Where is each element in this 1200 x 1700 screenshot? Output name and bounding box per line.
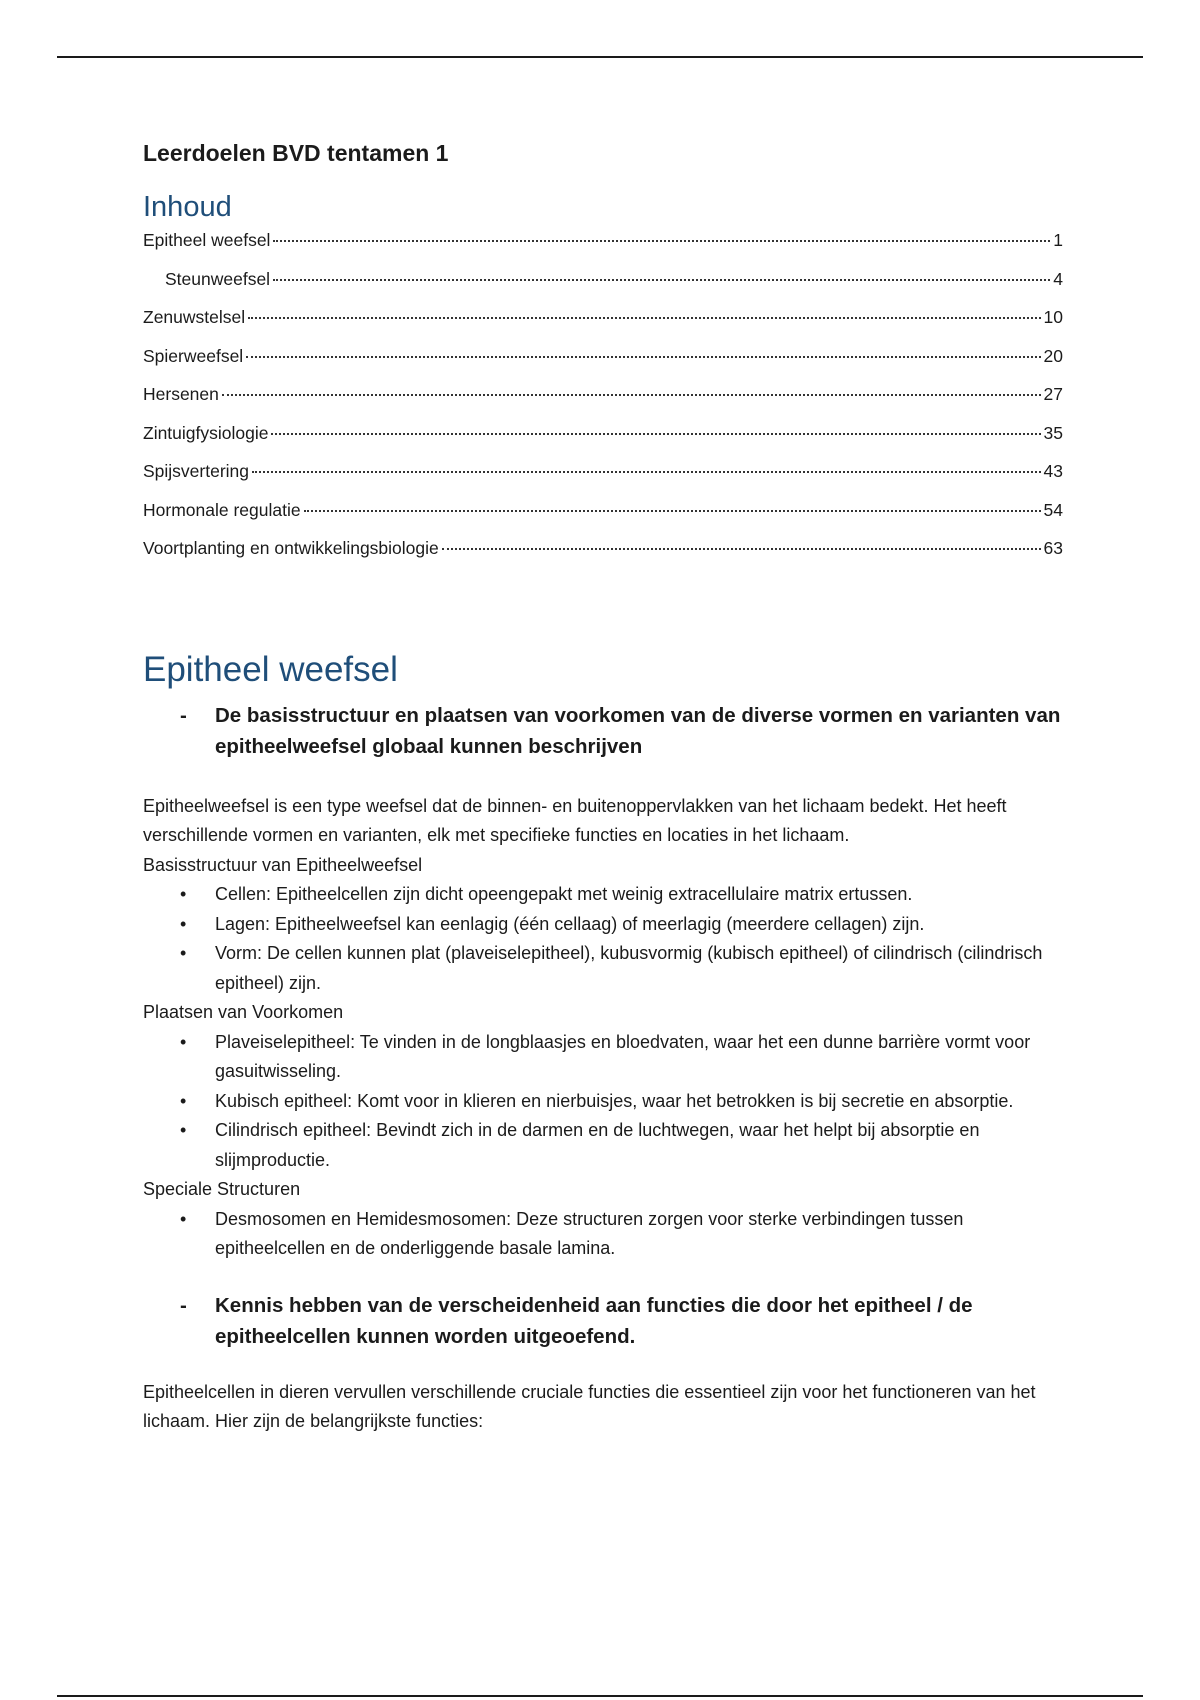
toc-entry-page: 10 (1043, 307, 1063, 327)
bullet-list (143, 1028, 1063, 1176)
toc-leader (246, 356, 1040, 358)
bullet-marker: • (180, 943, 187, 963)
toc-entry-label: Spierweefsel (143, 345, 244, 366)
toc-entry-page: 27 (1043, 384, 1063, 404)
toc-entry-label: Hormonale regulatie (143, 499, 301, 520)
toc-entry-label: Zintuigfysiologie (143, 422, 269, 443)
dash-marker: - (180, 1293, 187, 1317)
toc-entry-voortplanting[interactable] (143, 538, 1063, 577)
top-rule (57, 56, 1143, 58)
bullet-list (143, 880, 1063, 998)
toc-entry-label: Steunweefsel (165, 268, 271, 289)
subheading-basisstructuur: Basisstructuur van Epitheelweefsel (143, 854, 423, 875)
list-item-text: Cellen: Epitheelcellen zijn dicht opeengepakt met weinig extracellulaire matrix ertussen. (215, 884, 913, 904)
toc-entry-page: 43 (1043, 461, 1063, 481)
toc-leader (273, 240, 1050, 242)
toc-leader (252, 471, 1041, 473)
subheading-plaatsen: Plaatsen van Voorkomen (143, 1002, 344, 1022)
toc-entry-hormonale-regulatie[interactable] (143, 500, 1063, 539)
list-item (143, 910, 1063, 940)
intro-paragraph: Epitheelweefsel is een type weefsel dat de binnen- en buitenoppervlakken van het lichaam bedekt. Het heeft verschillende vormen en varianten, elk met specifieke functies en locaties in het lichaam. (143, 795, 1007, 845)
table-of-contents (143, 230, 1063, 577)
toc-entry-label: Epitheel weefsel (143, 230, 271, 250)
section-heading: Epitheel weefsel (143, 649, 398, 689)
toc-leader (304, 510, 1041, 512)
subheading-speciale-structuren: Speciale Structuren (143, 1179, 301, 1199)
bullet-marker: • (180, 1208, 187, 1229)
toc-entry-page: 35 (1043, 422, 1063, 443)
list-item (143, 1205, 1063, 1264)
list-item (143, 939, 1063, 998)
list-item (143, 1087, 1063, 1117)
toc-entry-spijsvertering[interactable] (143, 461, 1063, 500)
toc-leader (271, 433, 1040, 435)
learning-goal (143, 700, 1063, 762)
toc-leader (442, 548, 1041, 550)
list-item-text: Vorm: De cellen kunnen plat (plaveiselepitheel), kubusvormig (kubisch epitheel) of cilindrisch (cilindrisch epitheel) zijn. (215, 943, 1043, 993)
list-item-text: Desmosomen en Hemidesmosomen: Deze structuren zorgen voor sterke verbindingen tussen epitheelcellen en de onderliggende basale lamina. (215, 1208, 964, 1258)
toc-entry-label: Hersenen (143, 384, 219, 404)
bullet-marker: • (180, 1120, 187, 1140)
list-item-text: Plaveiselepitheel: Te vinden in de longblaasjes en bloedvaten, waar het een dunne barrière vormt voor gasuitwisseling. (215, 1031, 1031, 1081)
bullet-marker: • (180, 1090, 187, 1111)
document-page (143, 140, 1063, 1437)
toc-entry-page: 54 (1043, 499, 1063, 520)
bullet-list (143, 1205, 1063, 1264)
bullet-marker: • (180, 913, 187, 934)
toc-entry-label: Zenuwstelsel (143, 307, 246, 327)
learning-goal (143, 1290, 1063, 1352)
toc-leader (248, 317, 1040, 319)
toc-leader (222, 394, 1041, 396)
outro-paragraph: Epitheelcellen in dieren vervullen verschillende cruciale functies die essentieel zijn voor het functioneren van het lichaam. Hier zijn de belangrijkste functies: (143, 1381, 1036, 1431)
toc-entry-steunweefsel[interactable] (143, 269, 1063, 308)
toc-entry-epitheel-weefsel[interactable] (143, 230, 1063, 269)
toc-entry-label: Voortplanting en ontwikkelingsbiologie (143, 538, 439, 558)
toc-entry-hersenen[interactable] (143, 384, 1063, 423)
bottom-rule (57, 1695, 1143, 1697)
toc-entry-spierweefsel[interactable] (143, 346, 1063, 385)
dash-marker: - (180, 703, 187, 727)
toc-entry-label: Spijsvertering (143, 461, 250, 481)
bullet-marker: • (180, 884, 187, 904)
toc-entry-zenuwstelsel[interactable] (143, 307, 1063, 346)
learning-goal-text: De basisstructuur en plaatsen van voorkomen van de diverse vormen en varianten van epitheelweefsel globaal kunnen beschrijven (215, 703, 1061, 758)
list-item (143, 880, 1063, 910)
toc-entry-page: 63 (1043, 538, 1063, 558)
bullet-marker: • (180, 1031, 187, 1052)
list-item (143, 1028, 1063, 1087)
list-item-text: Cilindrisch epitheel: Bevindt zich in de darmen en de luchtwegen, waar het helpt bij absorptie en slijmproductie. (215, 1120, 980, 1170)
document-title: Leerdoelen BVD tentamen 1 (143, 140, 449, 166)
learning-goal-text: Kennis hebben van de verscheidenheid aan functies die door het epitheel / de epitheelcellen kunnen worden uitgeoefend. (215, 1293, 973, 1348)
list-item-text: Lagen: Epitheelweefsel kan eenlagig (één cellaag) of meerlagig (meerdere cellagen) zijn. (215, 913, 925, 934)
toc-entry-page: 4 (1053, 268, 1063, 289)
toc-entry-page: 1 (1053, 230, 1063, 250)
toc-entry-zintuigfysiologie[interactable] (143, 423, 1063, 462)
list-item-text: Kubisch epitheel: Komt voor in klieren en nierbuisjes, waar het betrokken is bij secretie en absorptie. (215, 1090, 1014, 1111)
toc-heading: Inhoud (143, 191, 232, 223)
toc-leader (273, 279, 1050, 281)
toc-entry-page: 20 (1043, 345, 1063, 366)
list-item (143, 1116, 1063, 1175)
